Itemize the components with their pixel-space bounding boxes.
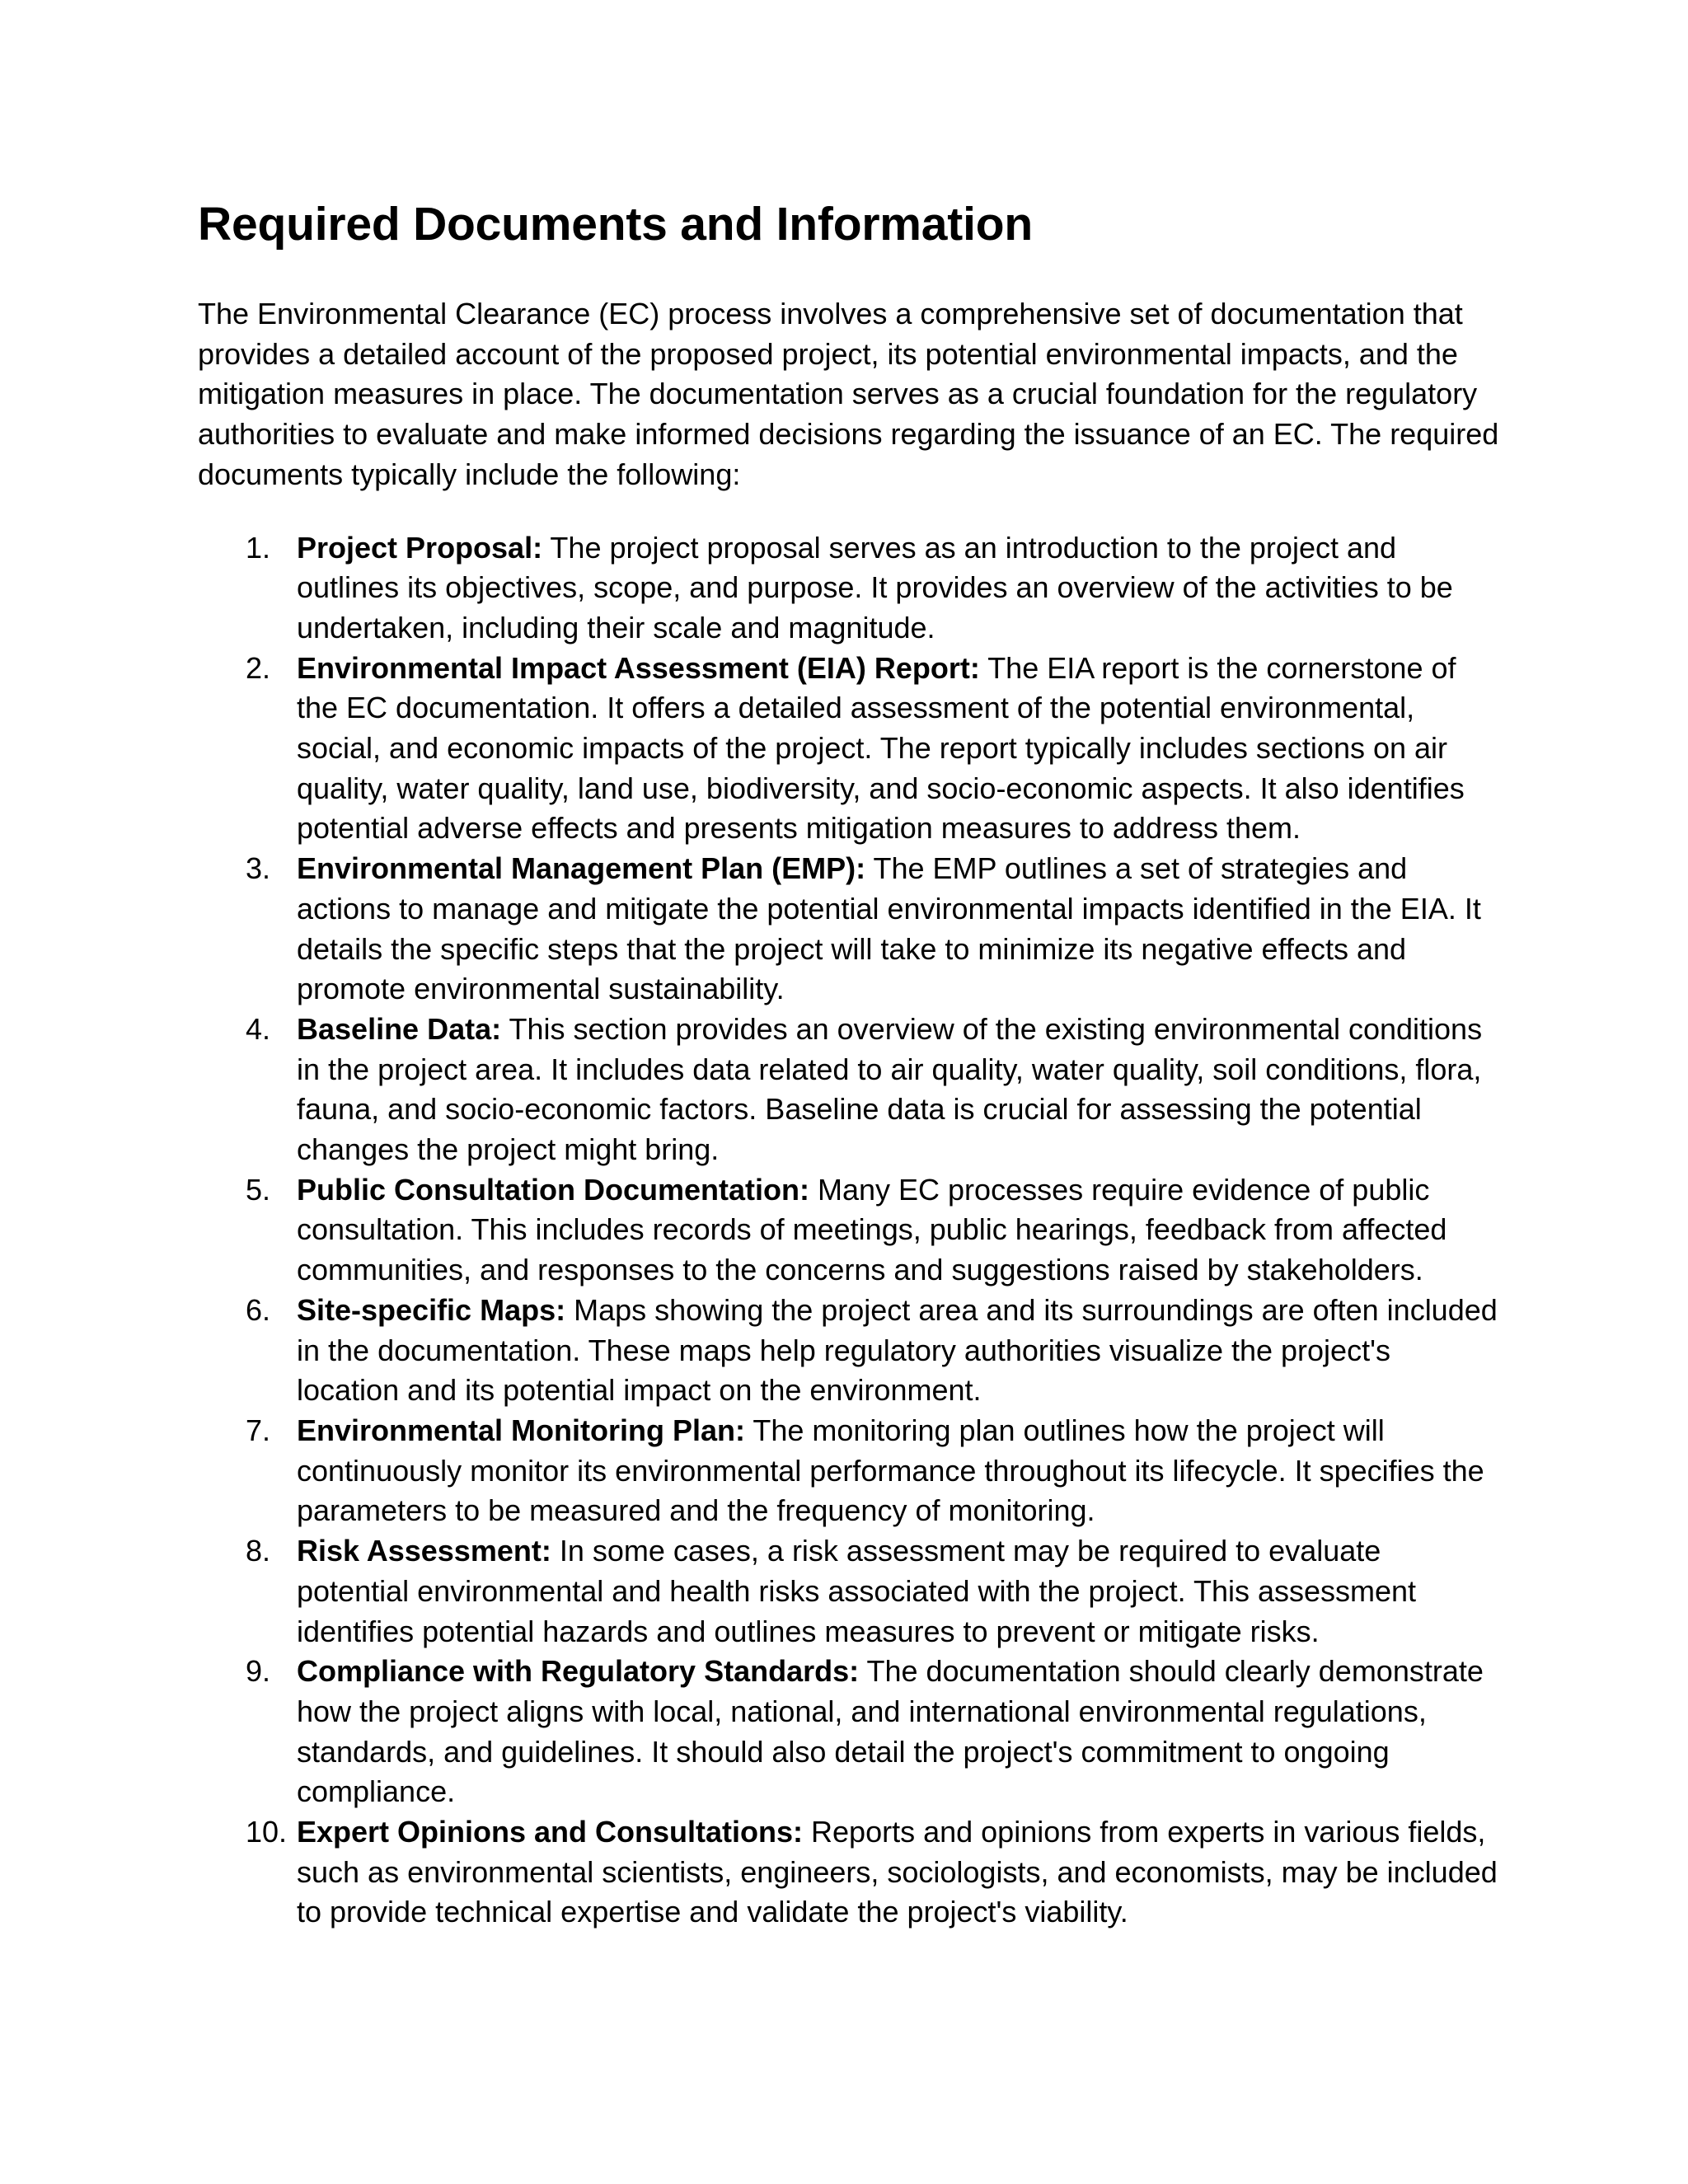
list-item [198, 1291, 1500, 1411]
document-body [198, 191, 1500, 1933]
list-item [198, 849, 1500, 1010]
list-item [198, 1170, 1500, 1291]
list-item-term: Site-specific Maps: [297, 1292, 566, 1327]
list-item [198, 1812, 1500, 1933]
list-item-number: 8. [246, 1534, 271, 1568]
list-item-number: 2. [246, 650, 271, 685]
list-item-term: Project Proposal: [297, 530, 543, 565]
list-item-text: Reports and opinions from experts in various fields, such as environmental scientists, engineers, sociologists, and economists, may be included to provide technical expertise and validate the project's viability. [297, 1815, 1498, 1929]
list-item-number: 9. [246, 1654, 271, 1689]
list-item-term: Environmental Impact Assessment (EIA) Report: [297, 650, 980, 685]
list-item-number: 6. [246, 1292, 271, 1327]
list-item [198, 649, 1500, 850]
list-item-term: Compliance with Regulatory Standards: [297, 1654, 860, 1689]
list-item-number: 3. [246, 851, 271, 886]
list-item-term: Risk Assessment: [297, 1534, 551, 1568]
list-item-text: The documentation should clearly demonstrate how the project aligns with local, national, and international environmental regulations, standards, and guidelines. It should also detail the project's commitment to ongoing compliance. [297, 1654, 1484, 1809]
list-item-term: Environmental Monitoring Plan: [297, 1413, 746, 1447]
list-item-term: Public Consultation Documentation: [297, 1172, 809, 1207]
list-item-number: 10. [246, 1815, 288, 1849]
list-item-text: The EMP outlines a set of strategies and actions to manage and mitigate the potential environmental impacts identified in the EIA. It details the specific steps that the project will take to minimize its negative effects and promote environmental sustainability. [297, 851, 1481, 1006]
list-item-text: The EIA report is the cornerstone of the EC documentation. It offers a detailed assessment of the potential environmental, social, and economic impacts of the project. The report typically includes sections on air quality, water quality, land use, biodiversity, and socio-economic aspects. It also identifies potential adverse effects and presents mitigation measures to address them. [297, 650, 1465, 846]
list-item-number: 4. [246, 1011, 271, 1046]
list-item-number: 5. [246, 1172, 271, 1207]
list-item-term: Baseline Data: [297, 1011, 502, 1046]
list-item-term: Environmental Management Plan (EMP): [297, 851, 866, 886]
list-item-text: In some cases, a risk assessment may be required to evaluate potential environmental and health risks associated with the project. This assessment identifies potential hazards and outlines measures to prevent or mitigate risks. [297, 1534, 1417, 1648]
list-item-text: The monitoring plan outlines how the project will continuously monitor its environmental performance throughout its lifecycle. It specifies the parameters to be measured and the frequency of monitoring. [297, 1413, 1484, 1528]
list-item [198, 1411, 1500, 1531]
list-item-text: The project proposal serves as an introduction to the project and outlines its objectives, scope, and purpose. It provides an overview of the activities to be undertaken, including their scale and magnitude. [297, 530, 1453, 644]
page-title: Required Documents and Information [198, 198, 1033, 251]
list-item-term: Expert Opinions and Consultations: [297, 1815, 804, 1849]
required-documents-list [198, 528, 1500, 1933]
intro-paragraph: The Environmental Clearance (EC) process involves a comprehensive set of documentation that provides a detailed account of the proposed project, its potential environmental impacts, and the mitigation measures in place. The documentation serves as a crucial foundation for the regulatory authorities to evaluate and make informed decisions regarding the issuance of an EC. The required documents typically include the following: [198, 297, 1499, 491]
list-item [198, 1531, 1500, 1652]
list-item [198, 1010, 1500, 1170]
list-item-text: This section provides an overview of the existing environmental conditions in the project area. It includes data related to air quality, water quality, soil conditions, flora, fauna, and socio-economic factors. Baseline data is crucial for assessing the potential changes the project might bring. [297, 1011, 1483, 1167]
list-item [198, 528, 1500, 649]
list-item-number: 7. [246, 1413, 271, 1447]
list-item-text: Many EC processes require evidence of public consultation. This includes records of meetings, public hearings, feedback from affected communities, and responses to the concerns and suggestions raised by stakeholders. [297, 1172, 1447, 1287]
list-item-number: 1. [246, 530, 271, 565]
list-item [198, 1652, 1500, 1812]
list-item-text: Maps showing the project area and its surroundings are often included in the documentation. These maps help regulatory authorities visualize the project's location and its potential impact on the environment. [297, 1292, 1498, 1408]
